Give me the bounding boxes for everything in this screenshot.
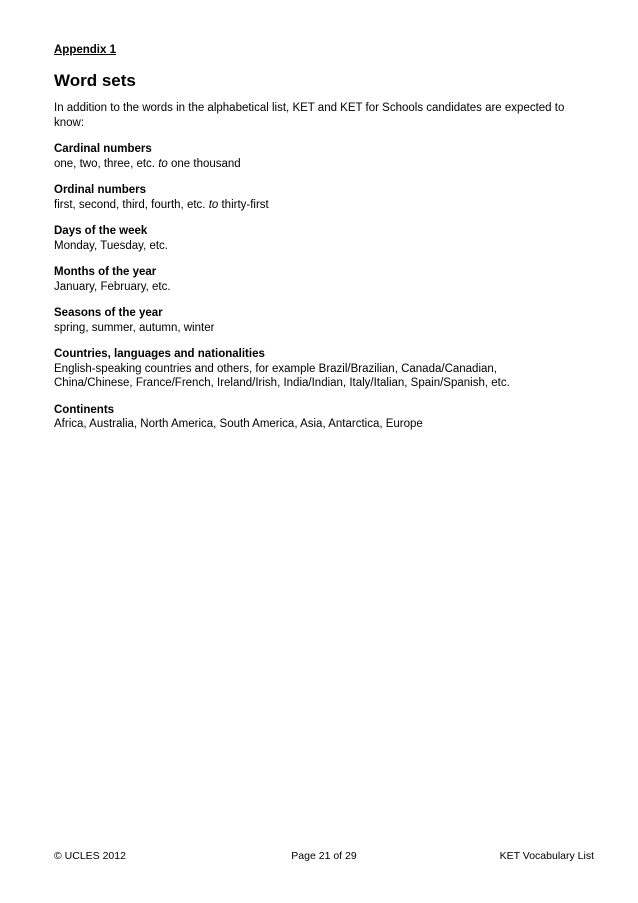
section-countries-languages [54, 347, 594, 391]
section-title: Continents [54, 403, 115, 416]
section-ordinal-numbers [54, 183, 594, 212]
section-body-text: one, two, three, etc. [54, 157, 159, 170]
page-footer [54, 849, 594, 863]
page-content [54, 43, 594, 432]
footer-copyright: © UCLES 2012 [54, 850, 126, 862]
section-body: spring, summer, autumn, winter [54, 321, 215, 334]
section-cardinal-numbers [54, 142, 594, 171]
section-body-line: English-speaking countries and others, for example Brazil/Brazilian, Canada/Canadian, [54, 362, 497, 375]
section-body-line: China/Chinese, France/French, Ireland/Irish, India/Indian, Italy/Italian, Spain/Spanish, etc. [54, 377, 510, 389]
section-months-of-year [54, 265, 594, 294]
section-body-text: thirty-first [218, 198, 269, 211]
section-seasons-of-year [54, 306, 594, 335]
section-body [54, 157, 594, 172]
section-days-of-week [54, 224, 594, 253]
section-title: Countries, languages and nationalities [54, 348, 265, 360]
page-title: Word sets [54, 71, 136, 90]
section-title: Cardinal numbers [54, 143, 152, 155]
intro-paragraph: In addition to the words in the alphabetical list, KET and KET for Schools candidates are expected to know: [54, 102, 565, 129]
section-body: Monday, Tuesday, etc. [54, 239, 168, 252]
footer-document-name: KET Vocabulary List [499, 850, 594, 862]
section-body-italic: to [208, 198, 219, 211]
section-body: January, February, etc. [54, 280, 171, 293]
appendix-label: Appendix 1 [54, 44, 116, 56]
section-body-text: first, second, third, fourth, etc. [54, 198, 209, 211]
section-body [54, 198, 594, 213]
section-body: Africa, Australia, North America, South America, Asia, Antarctica, Europe [54, 418, 423, 430]
section-continents [54, 403, 594, 432]
section-title: Seasons of the year [54, 307, 163, 319]
section-title: Ordinal numbers [54, 184, 147, 196]
section-title: Days of the week [54, 225, 148, 237]
section-body-italic: to [158, 157, 168, 170]
section-title: Months of the year [54, 266, 157, 278]
section-body-text: one thousand [167, 157, 241, 170]
footer-page-number: Page 21 of 29 [291, 850, 357, 862]
